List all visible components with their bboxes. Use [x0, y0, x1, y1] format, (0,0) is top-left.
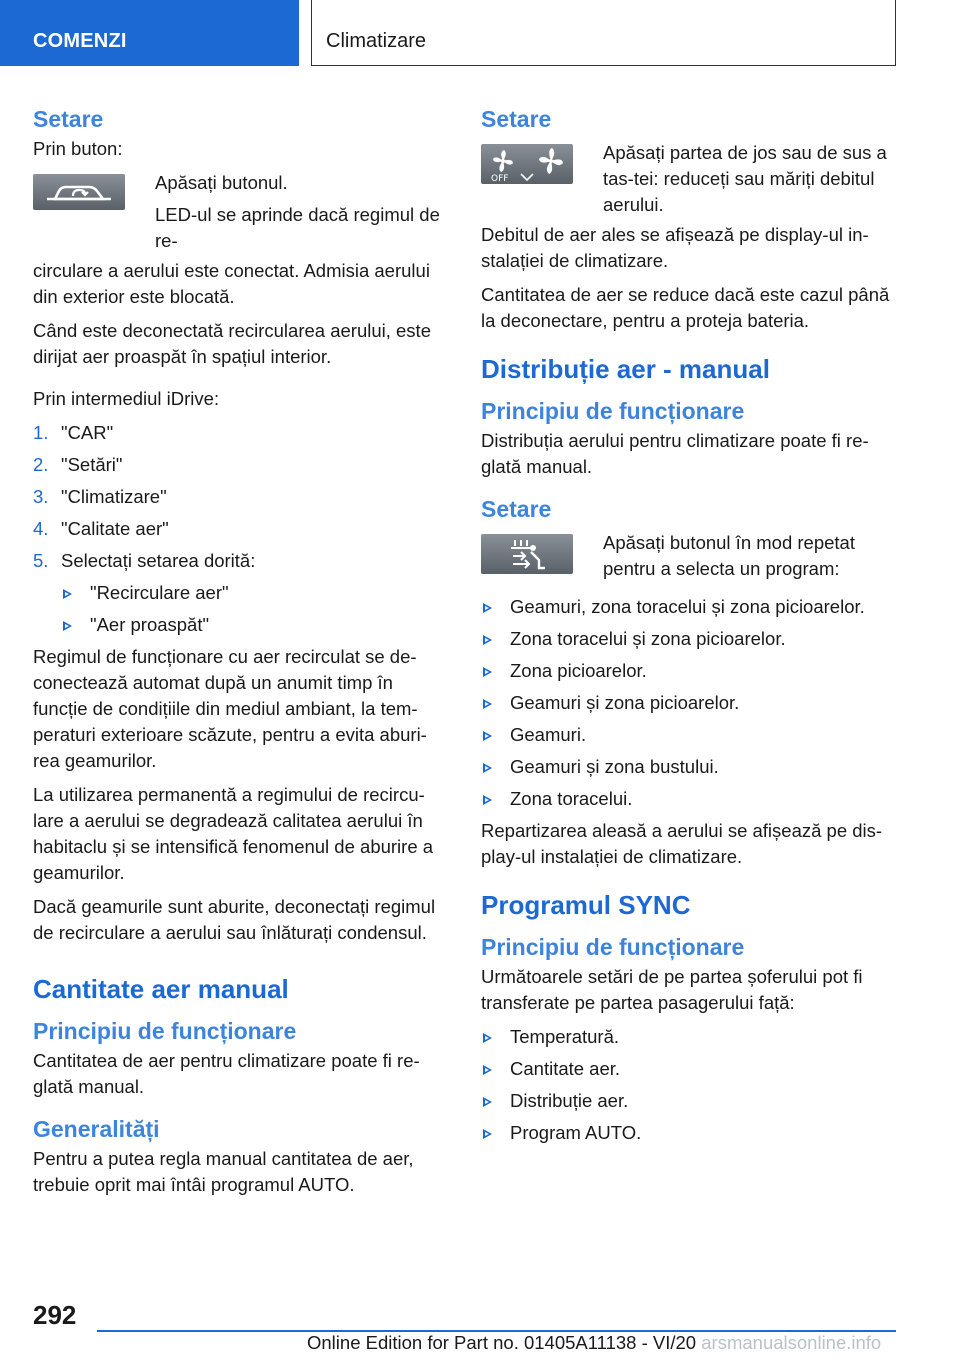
heading-generalitati: Generalități [33, 1116, 160, 1142]
footer-edition [307, 1332, 881, 1354]
triangle-bullet-icon [483, 699, 492, 709]
right-column [481, 100, 899, 1152]
heading-distributie: Distribuție aer - manual [481, 354, 770, 384]
triangle-bullet-icon [483, 603, 492, 613]
condens-text: Dacă geamurile sunt aburite, deconectați regimul de recirculare a aerului sau înlăturați condensul. [33, 896, 436, 943]
triangle-bullet-icon [483, 1129, 492, 1139]
heading-setare-right: Setare [481, 106, 552, 132]
triangle-bullet-icon [63, 589, 72, 599]
triangle-bullet-icon [483, 731, 492, 741]
watermark-text: arsmanualsonline.info [701, 1332, 882, 1353]
sync-item: Temperatură. [481, 1024, 899, 1050]
triangle-bullet-icon [483, 763, 492, 773]
program-list [481, 594, 899, 812]
recirc-led-text: LED-ul se aprinde dacă regimul de re- [155, 204, 440, 251]
sub-step-item: "Recirculare aer" [61, 580, 449, 606]
fan-button-row [481, 136, 899, 218]
generalitati-text: Pentru a putea regla manual cantitatea de aer, trebuie oprit mai întâi programul AUTO. [33, 1148, 414, 1195]
recirc-off-text: Când este deconectată recircularea aerului, este dirijat aer proaspăt în spațiul interior. [33, 320, 431, 367]
step-item: 5. Selectați setarea dorită: [33, 550, 256, 571]
triangle-bullet-icon [483, 635, 492, 645]
heading-principiu-right: Principiu de funcționare [481, 398, 745, 424]
heading-sync: Programul SYNC [481, 890, 691, 920]
step-item: 4. "Calitate aer" [33, 518, 169, 539]
step-item: 2. "Setări" [33, 454, 123, 475]
heading-setare2: Setare [481, 496, 552, 522]
sync-list [481, 1024, 899, 1146]
recirc-wrap-text: circulare a aerului este conectat. Admisia aerului din exterior este blocată. [33, 260, 430, 307]
air-distribution-button-icon [481, 534, 573, 574]
distribution-button-row [481, 526, 899, 582]
triangle-bullet-icon [483, 1097, 492, 1107]
recirculation-button-icon [33, 174, 125, 210]
recirc-press-text: Apăsați butonul. [155, 172, 288, 193]
program-item: Geamuri și zona bustului. [481, 754, 899, 780]
program-item: Geamuri. [481, 722, 899, 748]
heading-setare: Setare [33, 106, 104, 132]
baterie-text: Cantitatea de aer se reduce dacă este cazul până la deconectare, pentru a proteja bateria. [481, 284, 890, 331]
triangle-bullet-icon [483, 1033, 492, 1043]
sub-steps [61, 580, 449, 638]
heading-principiu: Principiu de funcționare [33, 1018, 297, 1044]
program-item: Geamuri, zona toracelui și zona picioarelor. [481, 594, 899, 620]
sync-item: Distribuție aer. [481, 1088, 899, 1114]
permanent-text: La utilizarea permanentă a regimului de recircu-lare a aerului se degradează calitatea aerului în habitaclu și se intensifică fenomenul de aburire a geamurilor. [33, 784, 434, 883]
program-item: Geamuri și zona picioarelor. [481, 690, 899, 716]
idrive-intro: Prin intermediul iDrive: [33, 388, 220, 409]
chapter-title: Climatizare [311, 0, 896, 66]
triangle-bullet-icon [483, 795, 492, 805]
program-item: Zona picioarelor. [481, 658, 899, 684]
page-number: 292 [33, 1300, 77, 1330]
section-tab: COMENZI [0, 0, 299, 66]
heading-sync-principiu: Principiu de funcționare [481, 934, 745, 960]
prin-buton-label: Prin buton: [33, 138, 123, 159]
edition-text: Online Edition for Part no. 01405A11138 - VI/20 [307, 1332, 697, 1353]
svg-text:OFF: OFF [491, 174, 509, 184]
triangle-bullet-icon [483, 667, 492, 677]
triangle-bullet-icon [63, 621, 72, 631]
debit-text: Debitul de aer ales se afișează pe display-ul in-stalației de climatizare. [481, 224, 869, 271]
principiu-text: Cantitatea de aer pentru climatizare poate fi re-glată manual. [33, 1050, 420, 1097]
program-item: Zona toracelui și zona picioarelor. [481, 626, 899, 652]
triangle-bullet-icon [483, 1065, 492, 1075]
sync-item: Program AUTO. [481, 1120, 899, 1146]
page-header [0, 0, 960, 66]
sync-text: Următoarele setări de pe partea șoferului pot fi transferate pe partea pasagerului față: [481, 966, 863, 1013]
sub-step-item: "Aer proaspăt" [61, 612, 449, 638]
distributie-principiu-text: Distribuția aerului pentru climatizare poate fi re-glată manual. [481, 430, 869, 477]
distribution-press-text: Apăsați butonul în mod repetat pentru a selecta un program: [603, 532, 855, 579]
sync-item: Cantitate aer. [481, 1056, 899, 1082]
idrive-steps [33, 420, 449, 574]
step-item: 3. "Climatizare" [33, 486, 167, 507]
step-item: 1. "CAR" [33, 422, 114, 443]
heading-cantitate: Cantitate aer manual [33, 974, 289, 1004]
fan-press-text: Apăsați partea de jos sau de sus a tas-tei: reduceți sau măriți debitul aerului. [603, 142, 887, 215]
recirc-button-row [33, 170, 449, 254]
repartizare-text: Repartizarea aleasă a aerului se afișează pe dis-play-ul instalației de climatizare. [481, 820, 883, 867]
fan-off-button-icon [481, 144, 573, 184]
program-item: Zona toracelui. [481, 786, 899, 812]
left-column [33, 100, 449, 1206]
auto-off-text: Regimul de funcționare cu aer recirculat se de-conectează automat după un anumit timp în funcție de condițiile din mediul ambiant, la tem-peraturi exterioare scăzute, pentru a evita aburi-rea geamurilor. [33, 646, 427, 771]
